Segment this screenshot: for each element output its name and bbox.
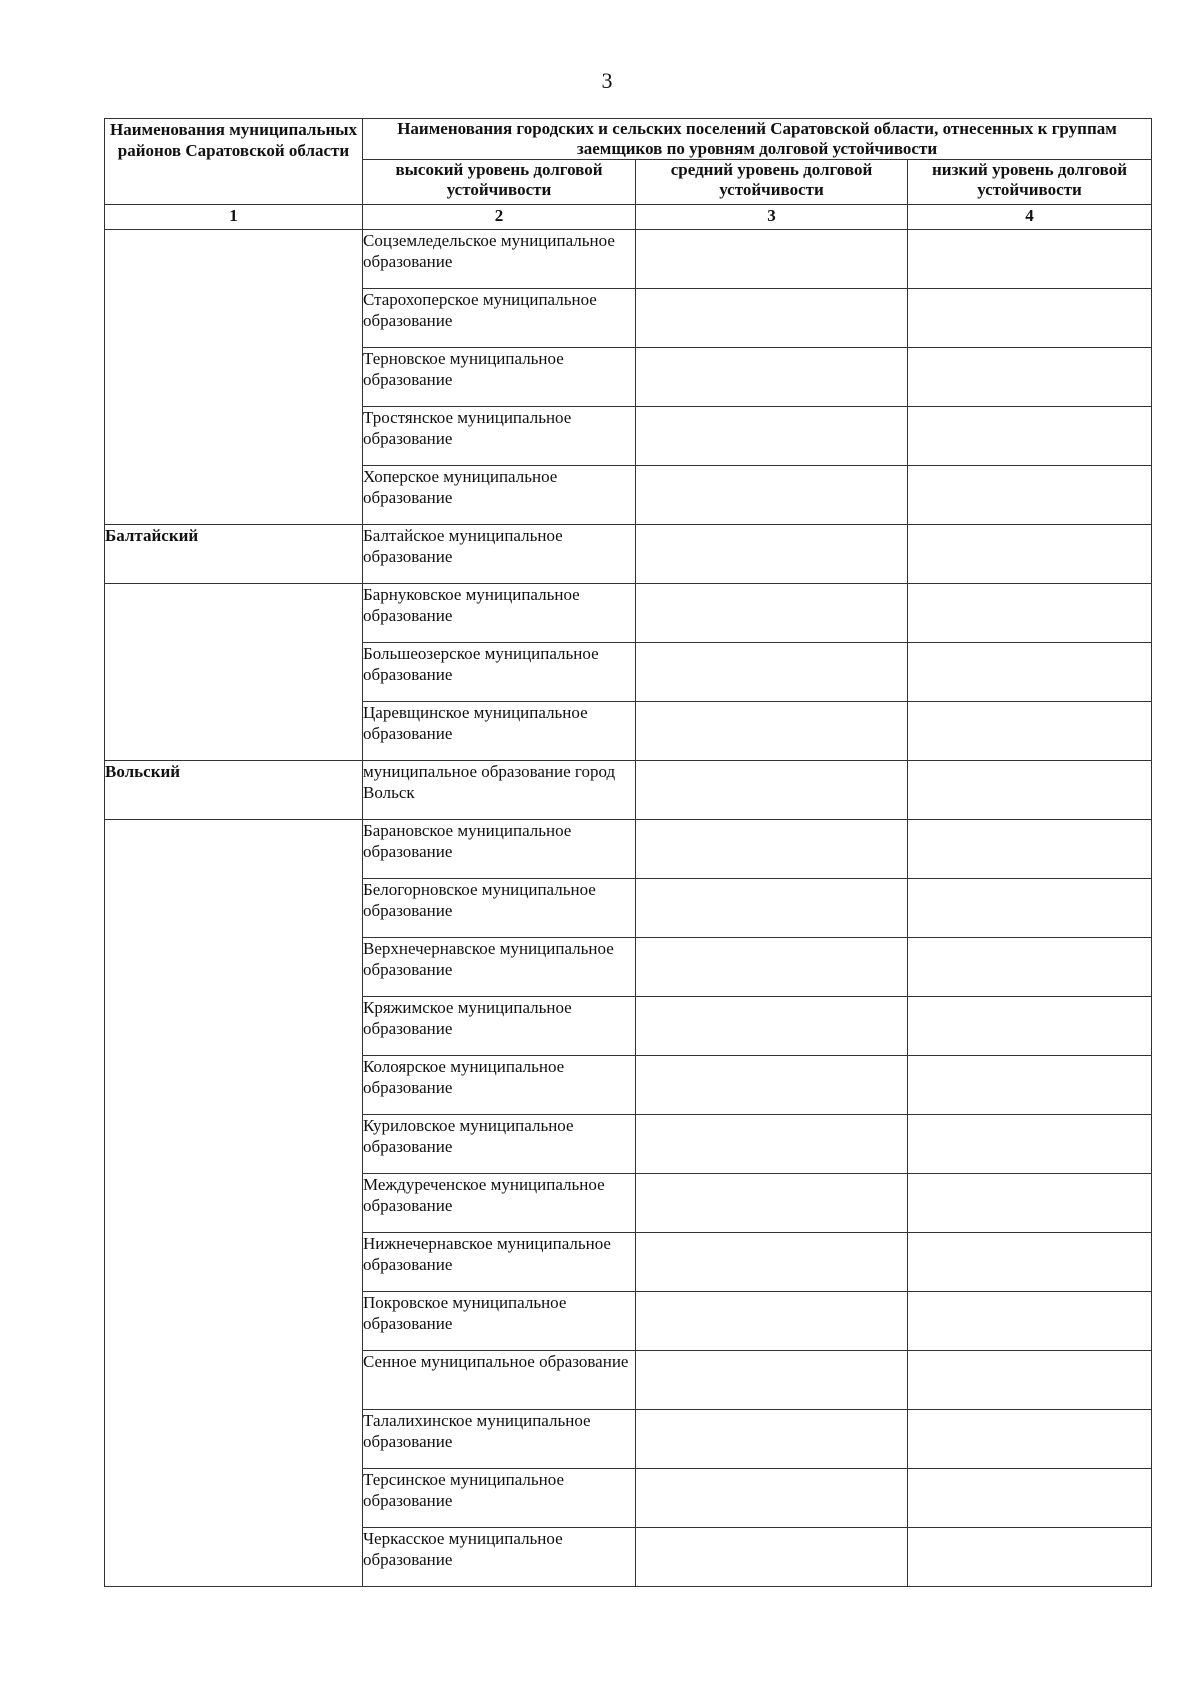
table-row [105, 230, 1152, 289]
settlement-cell: Большеозерское муниципальное образование [363, 643, 636, 702]
district-cell [105, 348, 363, 407]
table-row [105, 1469, 1152, 1528]
low-level-cell [908, 348, 1152, 407]
district-cell [105, 407, 363, 466]
settlement-cell: Белогорновское муниципальное образование [363, 879, 636, 938]
settlement-cell: Терсинское муниципальное образование [363, 1469, 636, 1528]
page-number: 3 [601, 68, 613, 93]
table-row [105, 466, 1152, 525]
medium-level-cell [636, 348, 908, 407]
district-cell [105, 820, 363, 879]
district-cell: Вольский [105, 761, 363, 820]
header-districts: Наименования муниципальных районов Саратовской области [105, 119, 363, 205]
table-row [105, 1351, 1152, 1410]
low-level-cell [908, 820, 1152, 879]
table-row [105, 938, 1152, 997]
header-high-level: высокий уровень долговой устойчивости [363, 160, 636, 205]
settlement-cell: Сенное муниципальное образование [363, 1351, 636, 1410]
table-row [105, 1410, 1152, 1469]
district-cell [105, 230, 363, 289]
medium-level-cell [636, 997, 908, 1056]
district-cell [105, 702, 363, 761]
district-cell [105, 584, 363, 643]
low-level-cell [908, 1056, 1152, 1115]
settlement-cell: Барановское муниципальное образование [363, 820, 636, 879]
low-level-cell [908, 1233, 1152, 1292]
district-cell [105, 1056, 363, 1115]
settlement-cell: Хоперское муниципальное образование [363, 466, 636, 525]
settlement-cell: Талалихинское муниципальное образование [363, 1410, 636, 1469]
table-row [105, 1292, 1152, 1351]
medium-level-cell [636, 879, 908, 938]
table-row [105, 997, 1152, 1056]
table-row [105, 702, 1152, 761]
header-medium-level: средний уровень долговой устойчивости [636, 160, 908, 205]
district-cell [105, 1233, 363, 1292]
medium-level-cell [636, 820, 908, 879]
district-cell [105, 1115, 363, 1174]
header-low-level: низкий уровень долговой устойчивости [908, 160, 1152, 205]
table-row [105, 1115, 1152, 1174]
district-cell [105, 1174, 363, 1233]
table-row [105, 643, 1152, 702]
low-level-cell [908, 1410, 1152, 1469]
medium-level-cell [636, 643, 908, 702]
medium-level-cell [636, 1528, 908, 1587]
settlement-cell: Нижнечернавское муниципальное образование [363, 1233, 636, 1292]
low-level-cell [908, 643, 1152, 702]
column-number: 1 [105, 205, 363, 230]
header-settlements-group: Наименования городских и сельских поселений Саратовской области, отнесенных к группам заемщиков по уровням долговой устойчивости [363, 119, 1152, 160]
medium-level-cell [636, 230, 908, 289]
low-level-cell [908, 761, 1152, 820]
settlement-cell: Царевщинское муниципальное образование [363, 702, 636, 761]
medium-level-cell [636, 407, 908, 466]
column-number: 4 [908, 205, 1152, 230]
table-body [105, 230, 1152, 1587]
column-number: 3 [636, 205, 908, 230]
table-row [105, 525, 1152, 584]
settlement-cell: Куриловское муниципальное образование [363, 1115, 636, 1174]
table-row [105, 1233, 1152, 1292]
low-level-cell [908, 879, 1152, 938]
low-level-cell [908, 230, 1152, 289]
settlement-cell: Балтайское муниципальное образование [363, 525, 636, 584]
column-number: 2 [363, 205, 636, 230]
medium-level-cell [636, 702, 908, 761]
debt-sustainability-table [104, 118, 1152, 1587]
settlement-cell: Тростянское муниципальное образование [363, 407, 636, 466]
low-level-cell [908, 584, 1152, 643]
district-cell [105, 879, 363, 938]
table-row [105, 820, 1152, 879]
medium-level-cell [636, 1115, 908, 1174]
medium-level-cell [636, 584, 908, 643]
medium-level-cell [636, 1410, 908, 1469]
district-cell [105, 1469, 363, 1528]
table-row [105, 348, 1152, 407]
low-level-cell [908, 289, 1152, 348]
settlement-cell: Барнуковское муниципальное образование [363, 584, 636, 643]
settlement-cell: Черкасское муниципальное образование [363, 1528, 636, 1587]
medium-level-cell [636, 1469, 908, 1528]
district-cell [105, 289, 363, 348]
medium-level-cell [636, 1174, 908, 1233]
district-cell [105, 1351, 363, 1410]
table-row [105, 289, 1152, 348]
settlement-cell: Покровское муниципальное образование [363, 1292, 636, 1351]
medium-level-cell [636, 1056, 908, 1115]
low-level-cell [908, 1292, 1152, 1351]
settlement-cell: Междуреченское муниципальное образование [363, 1174, 636, 1233]
medium-level-cell [636, 1233, 908, 1292]
settlement-cell: Верхнечернавское муниципальное образование [363, 938, 636, 997]
district-cell [105, 1410, 363, 1469]
low-level-cell [908, 1174, 1152, 1233]
settlement-cell: Терновское муниципальное образование [363, 348, 636, 407]
district-cell [105, 938, 363, 997]
settlement-cell: Кряжимское муниципальное образование [363, 997, 636, 1056]
district-cell [105, 643, 363, 702]
medium-level-cell [636, 466, 908, 525]
medium-level-cell [636, 1351, 908, 1410]
medium-level-cell [636, 1292, 908, 1351]
low-level-cell [908, 525, 1152, 584]
table-row [105, 879, 1152, 938]
district-cell [105, 466, 363, 525]
low-level-cell [908, 1469, 1152, 1528]
table-row [105, 1056, 1152, 1115]
medium-level-cell [636, 289, 908, 348]
settlement-cell: Старохоперское муниципальное образование [363, 289, 636, 348]
low-level-cell [908, 938, 1152, 997]
low-level-cell [908, 466, 1152, 525]
settlement-cell: Колоярское муниципальное образование [363, 1056, 636, 1115]
low-level-cell [908, 1351, 1152, 1410]
settlement-cell: Соцземледельское муниципальное образование [363, 230, 636, 289]
table-row [105, 761, 1152, 820]
low-level-cell [908, 1115, 1152, 1174]
medium-level-cell [636, 525, 908, 584]
district-cell [105, 1528, 363, 1587]
low-level-cell [908, 702, 1152, 761]
low-level-cell [908, 997, 1152, 1056]
medium-level-cell [636, 761, 908, 820]
medium-level-cell [636, 938, 908, 997]
table-row [105, 1528, 1152, 1587]
district-cell [105, 1292, 363, 1351]
district-cell: Балтайский [105, 525, 363, 584]
low-level-cell [908, 407, 1152, 466]
table-row [105, 1174, 1152, 1233]
district-cell [105, 997, 363, 1056]
settlement-cell: муниципальное образование город Вольск [363, 761, 636, 820]
table-row [105, 584, 1152, 643]
table-row [105, 407, 1152, 466]
low-level-cell [908, 1528, 1152, 1587]
